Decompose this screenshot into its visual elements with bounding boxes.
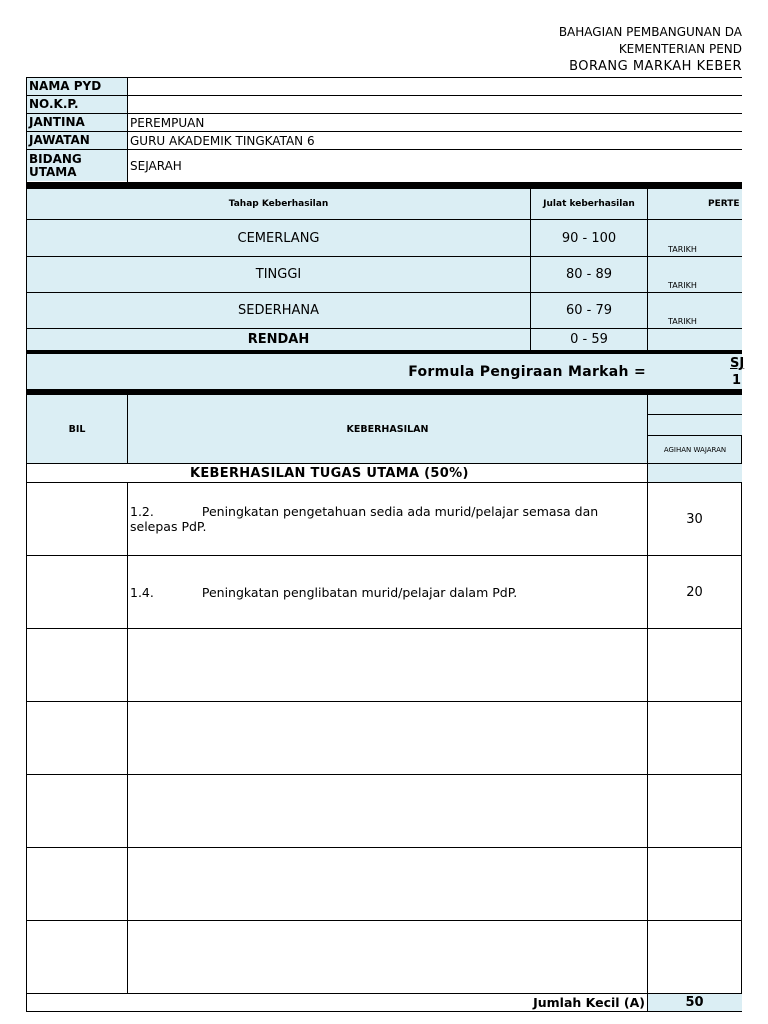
profile-value-nama[interactable] (128, 78, 742, 95)
table-row[interactable] (128, 921, 643, 993)
profile-label-nokp: NO.K.P. (29, 97, 79, 111)
table-row[interactable] (128, 702, 643, 774)
range-cemerlang: 90 - 100 (561, 230, 617, 246)
profile-label-jantina: JANTINA (29, 115, 85, 129)
item-text: Peningkatan pengetahuan sedia ada murid/pelajar semasa dan selepas PdP. (130, 504, 599, 534)
header-form-title: BORANG MARKAH KEBER (569, 59, 742, 74)
header-ministry: KEMENTERIAN PEND (618, 42, 742, 56)
section-divider (26, 182, 742, 189)
profile-value-jawatan[interactable]: GURU AKADEMIK TINGKATAN 6 (130, 133, 315, 148)
tarikh-cemerlang: TARIKH (668, 244, 697, 254)
tarikh-tinggi: TARIKH (668, 280, 697, 290)
profile-value-nokp[interactable] (128, 96, 742, 113)
levels-header-level: Tahap Keberhasilan (228, 199, 329, 209)
range-sederhana: 60 - 79 (565, 303, 613, 318)
profile-label-jawatan: JAWATAN (29, 133, 90, 147)
formula-numerator: SJ (730, 356, 745, 371)
level-sederhana: SEDERHANA (237, 303, 319, 318)
range-tinggi: 80 - 89 (565, 267, 613, 282)
levels-header-meeting: PERTE (708, 199, 740, 209)
item-number: 1.4. (130, 584, 154, 600)
table-row[interactable] (128, 629, 643, 701)
table-row[interactable] (128, 848, 643, 920)
profile-value-bidang[interactable]: SEJARAH (130, 158, 182, 173)
item-weight[interactable]: 20 (686, 584, 703, 600)
level-cemerlang: CEMERLANG (237, 230, 320, 246)
profile-label-nama: NAMA PYD (29, 79, 102, 93)
profile-label-bidang: BIDANG UTAMA (29, 151, 82, 179)
profile-value-jantina[interactable]: PEREMPUAN (130, 115, 205, 130)
section-title: KEBERHASILAN TUGAS UTAMA (50%) (190, 465, 469, 481)
formula-label: Formula Pengiraan Markah = (408, 363, 646, 380)
subtotal-label: Jumlah Kecil (A) (533, 995, 645, 1010)
table-row[interactable] (128, 775, 643, 847)
col-keberhasilan: KEBERHASILAN (346, 424, 429, 435)
item-text: Peningkatan penglibatan murid/pelajar dalam PdP. (201, 584, 518, 600)
item-number: 1.2. (130, 504, 154, 519)
tarikh-sederhana: TARIKH (668, 316, 697, 326)
level-rendah: RENDAH (247, 332, 310, 347)
table-row (128, 483, 643, 555)
header-department: BAHAGIAN PEMBANGUNAN DA (558, 25, 742, 39)
levels-header-range: Julat keberhasilan (543, 199, 635, 209)
col-bil: BIL (68, 424, 86, 435)
col-agihan-wajaran: AGIHAN WAJARAN (663, 445, 727, 454)
subtotal-value: 50 (685, 995, 704, 1010)
table-row (128, 556, 643, 628)
item-weight[interactable]: 30 (686, 511, 703, 527)
level-tinggi: TINGGI (255, 267, 302, 282)
range-rendah: 0 - 59 (570, 332, 608, 347)
formula-denominator: 1 (732, 372, 742, 388)
